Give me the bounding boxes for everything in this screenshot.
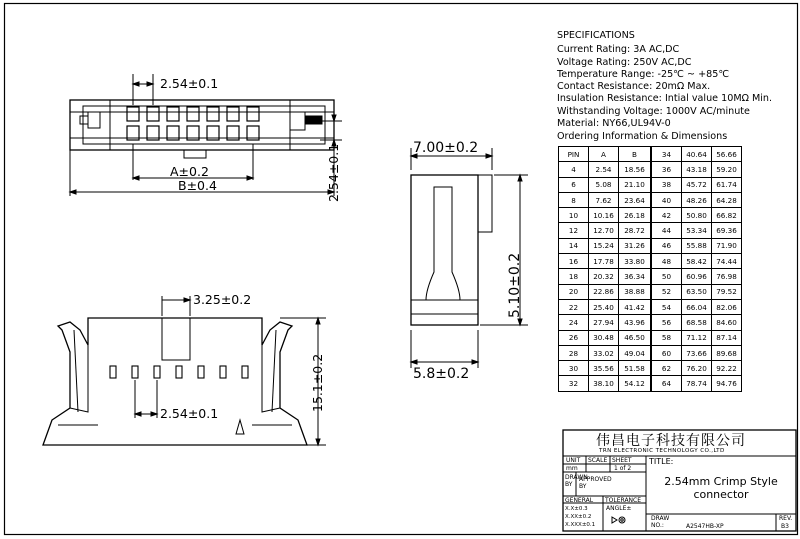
specifications (557, 30, 772, 130)
table-row-cell: 92.22 (712, 361, 742, 376)
table-row-cell: 16 (559, 254, 589, 269)
ordering-table (558, 146, 742, 392)
table-row-cell: 10 (559, 208, 589, 223)
latch-width-label: 3.25±0.2 (193, 292, 252, 307)
table-row-cell: 45.72 (682, 177, 712, 192)
table-row-cell: 60.96 (682, 269, 712, 284)
table-row (559, 361, 742, 376)
angle-label: ANGLE± (606, 505, 632, 512)
sheet-label: SHEET (612, 457, 632, 464)
width-side-label: 7.00±0.2 (413, 140, 479, 156)
table-row-cell: 66.82 (712, 208, 742, 223)
table-row-cell: 73.66 (682, 345, 712, 360)
table-row-cell: 46 (651, 238, 682, 253)
table-row-cell: 58.42 (682, 254, 712, 269)
table-row (559, 162, 742, 177)
table-row-cell: 32 (559, 376, 589, 391)
table-row-cell: 38 (651, 177, 682, 192)
height-front-label: 2.54±0.1 (326, 143, 341, 202)
table-row (559, 330, 742, 345)
table-row-cell: 31.26 (619, 238, 652, 253)
table-row-cell: 78.74 (682, 376, 712, 391)
table-row-cell: 62 (651, 361, 682, 376)
table-row-cell: 5.08 (589, 177, 619, 192)
table-row (559, 254, 742, 269)
table-row-cell: 2.54 (589, 162, 619, 177)
table-row-cell: 30.48 (589, 330, 619, 345)
table-row-cell: 26.18 (619, 208, 652, 223)
table-row-cell: 79.52 (712, 284, 742, 299)
table-row-cell: 54 (651, 299, 682, 314)
bottom-view (43, 296, 326, 445)
table-row-cell: 76.98 (712, 269, 742, 284)
table-row-cell: 22 (559, 299, 589, 314)
table-row (559, 269, 742, 284)
spec-line: Voltage Rating: 250V AC,DC (557, 56, 692, 68)
table-row-cell: 17.78 (589, 254, 619, 269)
table-row-cell: 38.88 (619, 284, 652, 299)
table-row-cell: 60 (651, 345, 682, 360)
table-row-cell: 48.26 (682, 192, 712, 207)
table-row-cell: 40 (651, 192, 682, 207)
table-row-cell: 56.66 (712, 147, 742, 162)
table-row (559, 192, 742, 207)
table-row-cell: 55.88 (682, 238, 712, 253)
table-row-cell: 33.02 (589, 345, 619, 360)
unit-label: UNIT (566, 457, 581, 464)
table-row-cell: 66.04 (682, 299, 712, 314)
table-row-cell: 34 (651, 147, 682, 162)
table-row-cell: 64.28 (712, 192, 742, 207)
approved-by-label: APPROVED BY (579, 476, 612, 490)
table-row (559, 315, 742, 330)
table-row-cell: 25.40 (589, 299, 619, 314)
table-row-cell: 10.16 (589, 208, 619, 223)
company-name-en: TRN ELECTRONIC TECHNOLOGY CO.,LTD (599, 448, 725, 454)
table-row-cell: 20.32 (589, 269, 619, 284)
table-row-cell: 30 (559, 361, 589, 376)
table-row-cell: 26 (559, 330, 589, 345)
scale-label: SCALE (588, 457, 608, 464)
drawing-title (646, 475, 796, 501)
table-row-cell: 89.68 (712, 345, 742, 360)
table-row-cell: 82.06 (712, 299, 742, 314)
spec-line: Insulation Resistance: Intial value 10MΩ Min. (557, 93, 773, 105)
table-row-cell: 54.12 (619, 376, 652, 391)
table-row-cell: 42 (651, 208, 682, 223)
table-row-cell: 36 (651, 162, 682, 177)
table-row-cell: 22.86 (589, 284, 619, 299)
col-header-a: A (589, 147, 619, 162)
table-row (559, 376, 742, 391)
table-row-cell: 14 (559, 238, 589, 253)
col-header-pin: PIN (559, 147, 589, 162)
table-row-cell: 74.44 (712, 254, 742, 269)
ordering-heading: Ordering Information & Dimensions (557, 131, 728, 142)
dim-b-label: B±0.4 (178, 178, 217, 193)
table-row (559, 177, 742, 192)
table-row (559, 238, 742, 253)
table-row-cell: 58 (651, 330, 682, 345)
table-row (559, 284, 742, 299)
table-row (559, 208, 742, 223)
rev-value: B3 (781, 523, 789, 530)
table-row-cell: 12 (559, 223, 589, 238)
table-row-cell: 94.76 (712, 376, 742, 391)
draw-no-value: A2547HB-XP (686, 523, 724, 530)
table-row-cell: 76.20 (682, 361, 712, 376)
table-row-cell: 49.04 (619, 345, 652, 360)
table-row-cell: 68.58 (682, 315, 712, 330)
table-row-cell: 43.18 (682, 162, 712, 177)
table-row-cell: 12.70 (589, 223, 619, 238)
table-row-cell: 28 (559, 345, 589, 360)
table-row-cell: 46.50 (619, 330, 652, 345)
table-row-cell: 64 (651, 376, 682, 391)
table-row-cell: 18 (559, 269, 589, 284)
table-row-cell: 84.60 (712, 315, 742, 330)
company-name-cn: 伟昌电子科技有限公司 (596, 433, 746, 449)
table-row-cell: 71.90 (712, 238, 742, 253)
table-row-cell: 4 (559, 162, 589, 177)
pitch-bottom-label: 2.54±0.1 (160, 406, 219, 421)
table-row-cell: 40.64 (682, 147, 712, 162)
table-row-cell: 63.50 (682, 284, 712, 299)
table-row-cell: 6 (559, 177, 589, 192)
spec-line: Temperature Range: -25℃ ~ +85℃ (557, 68, 730, 80)
table-row-cell: 87.14 (712, 330, 742, 345)
table-row-cell: 43.96 (619, 315, 652, 330)
table-row-cell: 48 (651, 254, 682, 269)
col-header-b: B (619, 147, 652, 162)
unit-value: mm (566, 465, 578, 472)
table-row-cell: 33.80 (619, 254, 652, 269)
table-row-cell: 51.58 (619, 361, 652, 376)
spec-line: Current Rating: 3A AC,DC (557, 44, 680, 56)
table-row-cell: 52 (651, 284, 682, 299)
table-row-cell: 38.10 (589, 376, 619, 391)
table-row-cell: 24 (559, 315, 589, 330)
table-row-cell: 20 (559, 284, 589, 299)
depth-side-label: 5.8±0.2 (413, 366, 470, 382)
table-row-cell: 53.34 (682, 223, 712, 238)
table-row-cell: 7.62 (589, 192, 619, 207)
table-row-cell: 61.74 (712, 177, 742, 192)
table-row-cell: 8 (559, 192, 589, 207)
table-row-cell: 50.80 (682, 208, 712, 223)
table-row-cell: 27.94 (589, 315, 619, 330)
general-label: GENERAL (565, 497, 594, 504)
table-row-cell: 56 (651, 315, 682, 330)
dim-a-label: A±0.2 (170, 164, 209, 179)
title-line-1: 2.54mm Crimp Style (664, 475, 778, 488)
table-row-cell: 69.36 (712, 223, 742, 238)
height-side-label: 5.10±0.2 (507, 252, 523, 318)
table-row-cell: 18.56 (619, 162, 652, 177)
pitch-top-label: 2.54±0.1 (160, 76, 219, 91)
tolerance-label: TOLERANCE (605, 497, 642, 504)
spec-line: Withstanding Voltage: 1000V AC/minute (557, 105, 750, 117)
table-row-cell: 50 (651, 269, 682, 284)
table-row (559, 223, 742, 238)
spec-line: Contact Resistance: 20mΩ Max. (557, 81, 711, 93)
table-row (559, 345, 742, 360)
table-row-cell: 36.34 (619, 269, 652, 284)
tolerance-1: X.X±0.3 (565, 506, 588, 512)
table-row (559, 299, 742, 314)
table-row-cell: 41.42 (619, 299, 652, 314)
spec-line: Material: NY66,UL94V-0 (557, 118, 671, 130)
tolerance-3: X.XXX±0.1 (565, 522, 596, 528)
table-row-cell: 59.20 (712, 162, 742, 177)
table-row-cell: 44 (651, 223, 682, 238)
table-header-row (559, 147, 742, 162)
table-row-cell: 71.12 (682, 330, 712, 345)
rev-label: REV. (779, 515, 793, 522)
table-row-cell: 21.10 (619, 177, 652, 192)
specifications-heading: SPECIFICATIONS (557, 30, 635, 41)
table-row-cell: 35.56 (589, 361, 619, 376)
table-row-cell: 15.24 (589, 238, 619, 253)
sheet-value: 1 of 2 (614, 465, 632, 472)
table-row-cell: 28.72 (619, 223, 652, 238)
draw-no-label: DRAW NO.: (651, 515, 670, 529)
height-bottom-label: 15.1±0.2 (310, 353, 325, 412)
title-label: TITLE: (649, 457, 674, 466)
tolerance-2: X.XX±0.2 (565, 514, 592, 520)
table-row-cell: 23.64 (619, 192, 652, 207)
drawn-by-label: DRAWN BY (565, 474, 588, 488)
title-line-2: connector (693, 488, 749, 501)
